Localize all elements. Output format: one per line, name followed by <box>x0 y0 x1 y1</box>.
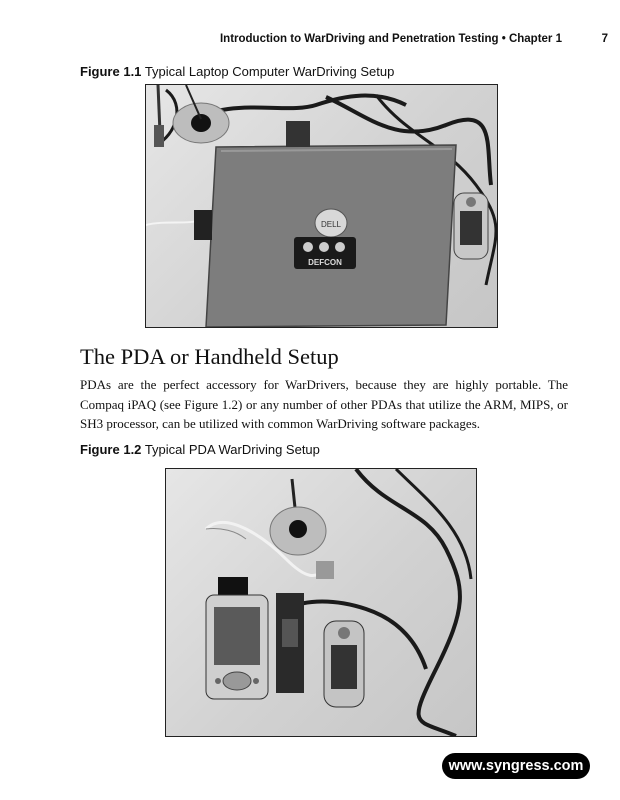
figure-2-label: Figure 1.2 <box>80 442 142 457</box>
running-head-title: Introduction to WarDriving and Penetration Testing • Chapter 1 <box>219 33 562 45</box>
running-head <box>0 33 620 49</box>
website-badge: www.syngress.com <box>442 753 590 779</box>
figure-1-label: Figure 1.1 <box>80 64 142 79</box>
sticker-text: DEFCON <box>308 258 342 267</box>
figure-1-photo <box>145 84 498 328</box>
laptop-logo: DELL <box>320 220 342 229</box>
section-heading: The PDA or Handheld Setup <box>80 344 339 369</box>
section-paragraph: PDAs are the perfect accessory for WarDrivers, because they are highly portable. The Compaq iPAQ (see Figure 1.2) or any number of other PDAs that utilize the ARM, MIPS, or SH3 processor, can be utilized with common WarDriving software packages. <box>80 377 568 431</box>
figure-2-caption-text: Typical PDA WarDriving Setup <box>144 442 320 457</box>
figure-2-caption <box>80 442 320 457</box>
figure-1-caption-text: Typical Laptop Computer WarDriving Setup <box>144 64 395 79</box>
figure-2-photo <box>165 468 477 737</box>
page-number: 7 <box>601 33 608 45</box>
figure-1-caption <box>80 64 394 79</box>
